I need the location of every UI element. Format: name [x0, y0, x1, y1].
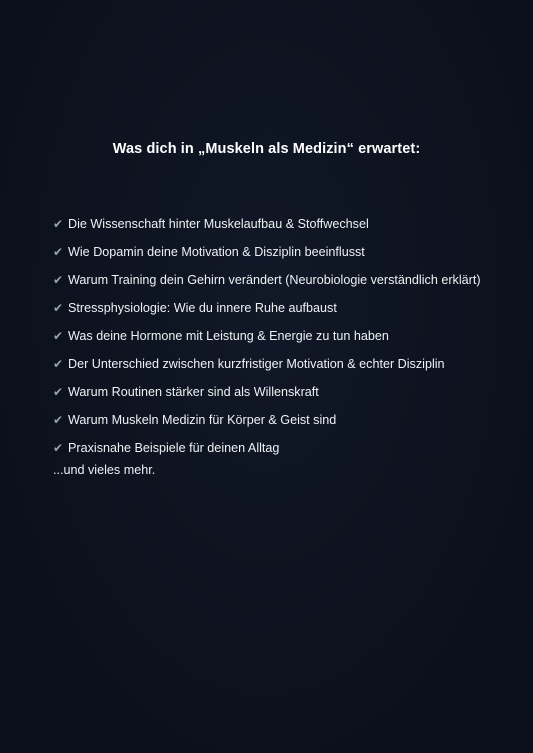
list-item-label: Der Unterschied zwischen kurzfristiger Motivation & echter Disziplin [68, 357, 445, 371]
check-icon: ✔ [53, 245, 64, 259]
list-item [53, 322, 523, 350]
list-item [53, 434, 523, 462]
check-icon: ✔ [53, 329, 64, 343]
list-item [53, 238, 523, 266]
more-text: ...und vieles mehr. [53, 463, 156, 477]
list-item-label: Praxisnahe Beispiele für deinen Alltag [68, 441, 280, 455]
list-item [53, 350, 523, 378]
page-title: Was dich in „Muskeln als Medizin“ erwartet: [112, 141, 421, 157]
list-item-label: Wie Dopamin deine Motivation & Disziplin beeinflusst [68, 245, 365, 259]
list-item-label: Warum Routinen stärker sind als Willenskraft [68, 385, 319, 399]
list-item-label: Was deine Hormone mit Leistung & Energie zu tun haben [68, 329, 389, 343]
check-icon: ✔ [53, 357, 64, 371]
check-icon: ✔ [53, 217, 64, 231]
list-item-label: Stressphysiologie: Wie du innere Ruhe aufbaust [68, 301, 337, 315]
check-icon: ✔ [53, 385, 64, 399]
list-item [53, 406, 523, 434]
list-item [53, 266, 523, 294]
check-icon: ✔ [53, 301, 64, 315]
list-item-label: Warum Muskeln Medizin für Körper & Geist sind [68, 413, 337, 427]
check-icon: ✔ [53, 413, 64, 427]
check-icon: ✔ [53, 441, 64, 455]
list-item [53, 210, 523, 238]
list-item [53, 378, 523, 406]
check-icon: ✔ [53, 273, 64, 287]
feature-list [53, 210, 523, 462]
list-item-label: Die Wissenschaft hinter Muskelaufbau & Stoffwechsel [68, 217, 369, 231]
list-item-label: Warum Training dein Gehirn verändert (Neurobiologie verständlich erklärt) [68, 273, 481, 287]
list-item [53, 294, 523, 322]
